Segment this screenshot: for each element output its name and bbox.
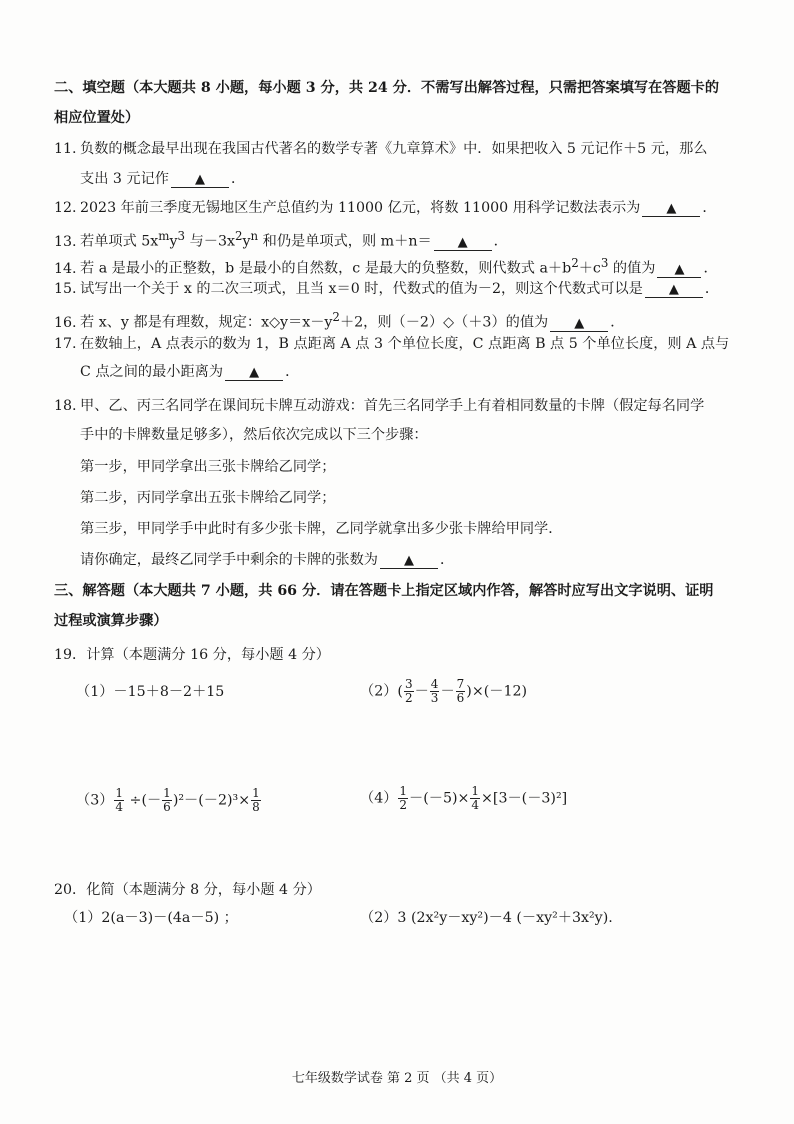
question-12: 12. 2023 年前三季度无锡地区生产总值约为 11000 亿元，将数 11000 用科学记数法表示为 ▲ ． [54, 200, 717, 216]
question-11-cont: 支出 3 元记作 ▲ ． [80, 171, 246, 187]
question-14: 14. 若 a 是最小的正整数，b 是最小的自然数，c 是最大的负整数，则代数式 $a+b^2+c^3$ 的值为 ▲ ． [54, 256, 718, 277]
page-footer: 七年级数学试卷 第 2 页 （共 4 页） [291, 1071, 503, 1086]
question-18: 18. 甲、乙、丙三名同学在课间玩卡牌互动游戏：首先三名同学手上有着相同数量的卡牌（假定每名同学 [54, 398, 705, 414]
question-13: 13. 若单项式 $5x^my^3$ 与$-3x^2y^n$ 和仍是单项式，则 m＋n＝ ▲ ． [54, 229, 508, 250]
fraction: $\frac{1}{6}$ [163, 786, 171, 814]
section2-heading: 二、填空题（本大题共 8 小题，每小题 3 分，共 24 分．不需写出解答过程，只需把答案填写在答题卡的 [54, 80, 720, 96]
section2-heading-cont: 相应位置处） [54, 110, 140, 126]
fraction: $\frac{4}{3}$ [430, 677, 439, 705]
section3-heading-cont: 过程或演算步骤） [54, 613, 168, 629]
q19-part3: （3） $\frac{1}{4}$ ÷(－ $\frac{1}{6}$ )²－(－2)³× $\frac{1}{8}$ [76, 786, 260, 814]
fraction: $\frac{1}{4}$ [115, 786, 124, 814]
answer-blank[interactable]: ▲ [225, 364, 283, 381]
question-16: 16. 若 x、y 都是有理数，规定：$x◇y=x-y^2+2$，则（－2）◇（＋3）的值为 ▲ ． [54, 310, 625, 331]
question-18-step3: 第三步，甲同学手中此时有多少张卡牌，乙同学就拿出多少张卡牌给甲同学． [80, 521, 563, 537]
question-11: 11. 负数的概念最早出现在我国古代著名的数学专著《九章算术》中．如果把收入 5 元记作＋5 元，那么 [54, 141, 708, 157]
fraction: $\frac{1}{4}$ [471, 784, 480, 812]
q20-part1: （1）2(a－3)－(4a－5) ； [64, 910, 238, 926]
answer-blank[interactable]: ▲ [657, 261, 701, 278]
question-20-title: 20．化简（本题满分 8 分，每小题 4 分） [54, 882, 321, 898]
q20-part2: （2）3 (2x²y－xy²)－4 (－xy²＋3x²y). [360, 910, 613, 926]
question-17-cont: C 点之间的最小距离为 ▲ ． [80, 364, 300, 380]
answer-blank[interactable]: ▲ [642, 200, 700, 217]
question-15: 15. 试写出一个关于 x 的二次三项式，且当 x＝0 时，代数式的值为－2，则这个代数式可以是 ▲ ． [54, 281, 720, 297]
question-18-ask: 请你确定，最终乙同学手中剩余的卡牌的张数为 ▲ ． [80, 552, 455, 568]
section3-heading: 三、解答题（本大题共 7 小题，共 66 分．请在答题卡上指定区域内作答，解答时应写出文字说明、证明 [54, 583, 714, 599]
fraction: $\frac{7}{6}$ [456, 677, 465, 705]
fraction: $\frac{3}{2}$ [404, 677, 413, 705]
answer-blank[interactable]: ▲ [434, 234, 492, 251]
fraction: $\frac{1}{2}$ [399, 784, 408, 812]
question-19-title: 19．计算（本题满分 16 分，每小题 4 分） [54, 647, 330, 663]
answer-blank[interactable]: ▲ [550, 315, 608, 332]
q19-part1: （1）－15＋8－2＋15 [76, 684, 225, 700]
q19-part2: （2）( $\frac{3}{2}$ － $\frac{4}{3}$ － $\frac{7}{6}$ )×(－12) [360, 677, 528, 705]
question-18-cont: 手中的卡牌数量足够多），然后依次完成以下三个步骤： [80, 427, 428, 443]
answer-blank[interactable]: ▲ [171, 171, 229, 188]
question-18-step2: 第二步，丙同学拿出五张卡牌给乙同学； [80, 490, 336, 506]
q19-part4: （4） $\frac{1}{2}$ －(－5)× $\frac{1}{4}$ ×[3－(－3)²] [360, 784, 568, 812]
fraction: $\frac{1}{8}$ [252, 786, 260, 814]
answer-blank[interactable]: ▲ [645, 281, 703, 298]
answer-blank[interactable]: ▲ [380, 552, 438, 569]
question-18-step1: 第一步，甲同学拿出三张卡牌给乙同学； [80, 459, 336, 475]
question-17: 17. 在数轴上，A 点表示的数为 1，B 点距离 A 点 3 个单位长度，C 点距离 B 点 5 个单位长度，则 A 点与 [54, 336, 730, 352]
